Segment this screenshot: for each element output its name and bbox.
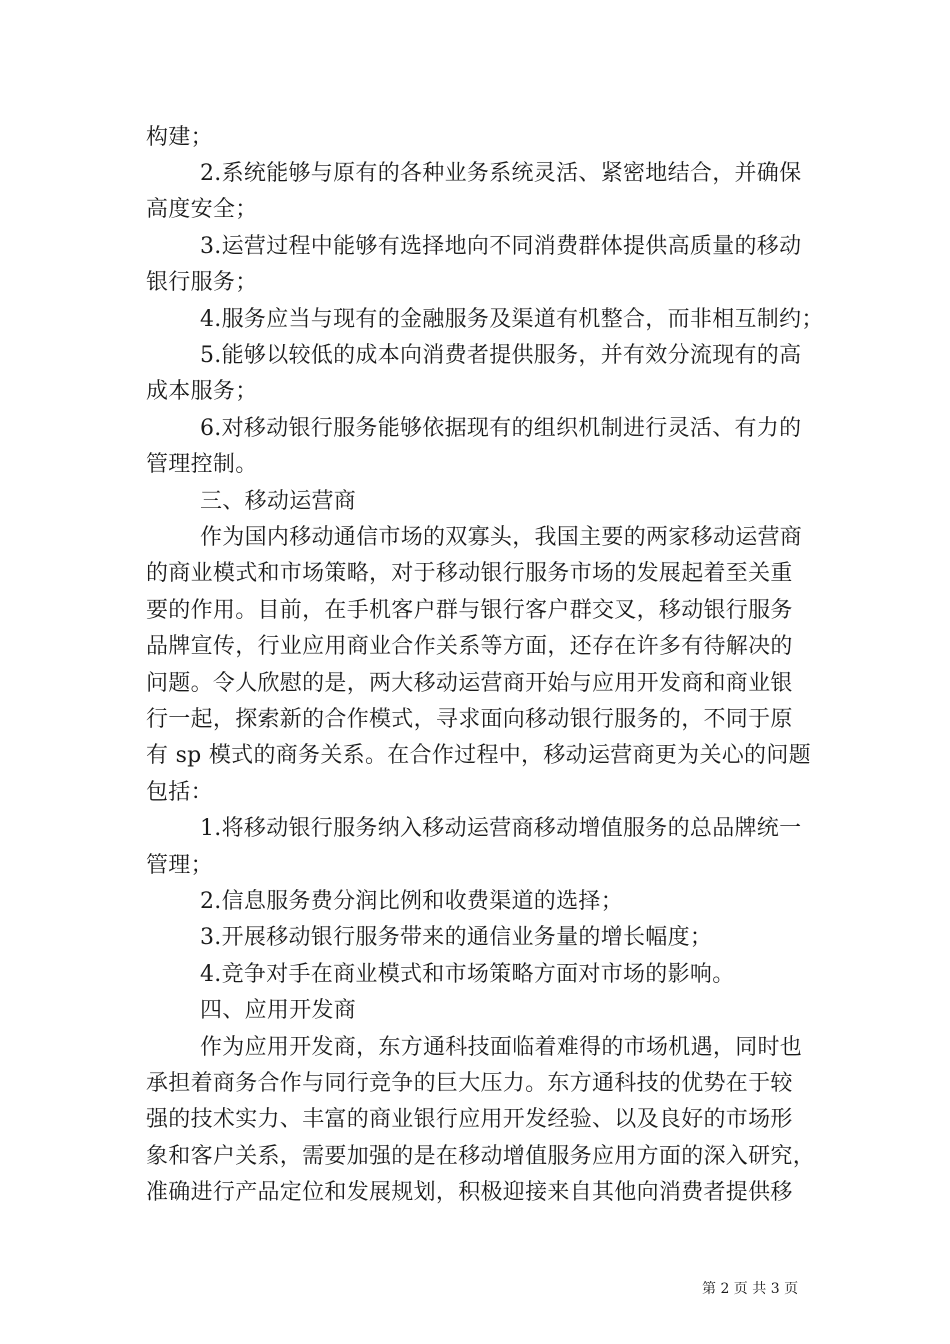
- paragraph-line: 3.开展移动银行服务带来的通信业务量的增长幅度；: [200, 925, 713, 950]
- paragraph-line: 承担着商务合作与同行竞争的巨大压力。东方通科技的优势在于较: [146, 1071, 793, 1096]
- section-heading: 四、应用开发商: [200, 998, 357, 1023]
- paragraph-line: 管理；: [146, 853, 213, 878]
- paragraph-line: 强的技术实力、丰富的商业银行应用开发经验、以及良好的市场形: [146, 1107, 793, 1132]
- paragraph-line: 管理控制。: [146, 452, 258, 477]
- paragraph-line: 作为国内移动通信市场的双寡头，我国主要的两家移动运营商: [200, 525, 803, 550]
- paragraph-line: 2.系统能够与原有的各种业务系统灵活、紧密地结合，并确保: [200, 161, 802, 186]
- paragraph-line: 2.信息服务费分润比例和收费渠道的选择；: [200, 889, 623, 914]
- section-heading: 三、移动运营商: [200, 489, 357, 514]
- paragraph-line: 银行服务；: [146, 270, 258, 295]
- paragraph-line: 行一起，探索新的合作模式，寻求面向移动银行服务的，不同于原: [146, 707, 793, 732]
- paragraph-line: 5.能够以较低的成本向消费者提供服务，并有效分流现有的高: [200, 343, 802, 368]
- paragraph-line: 问题。令人欣慰的是，两大移动运营商开始与应用开发商和商业银: [146, 671, 793, 696]
- paragraph-line: 构建；: [146, 125, 213, 150]
- paragraph-line: 有 sp 模式的商务关系。在合作过程中，移动运营商更为关心的问题: [146, 743, 811, 768]
- paragraph-line: 象和客户关系，需要加强的是在移动增值服务应用方面的深入研究，: [146, 1144, 816, 1169]
- paragraph-line: 准确进行产品定位和发展规划，积极迎接来自其他向消费者提供移: [146, 1180, 793, 1205]
- paragraph-line: 高度安全；: [146, 197, 258, 222]
- paragraph-line: 品牌宣传，行业应用商业合作关系等方面，还存在许多有待解决的: [146, 634, 793, 659]
- paragraph-line: 1.将移动银行服务纳入移动运营商移动增值服务的总品牌统一: [200, 816, 802, 841]
- paragraph-line: 包括：: [146, 780, 213, 805]
- paragraph-line: 成本服务；: [146, 379, 258, 404]
- paragraph-line: 6.对移动银行服务能够依据现有的组织机制进行灵活、有力的: [200, 416, 802, 441]
- paragraph-line: 要的作用。目前，在手机客户群与银行客户群交叉，移动银行服务: [146, 598, 793, 623]
- paragraph-line: 作为应用开发商，东方通科技面临着难得的市场机遇，同时也: [200, 1035, 803, 1060]
- paragraph-line: 4.服务应当与现有的金融服务及渠道有机整合，而非相互制约；: [200, 307, 824, 332]
- paragraph-line: 4.竞争对手在商业模式和市场策略方面对市场的影响。: [200, 962, 735, 987]
- page-number-footer: 第 2 页 共 3 页: [702, 1281, 799, 1297]
- paragraph-line: 3.运营过程中能够有选择地向不同消费群体提供高质量的移动: [200, 234, 802, 259]
- paragraph-line: 的商业模式和市场策略，对于移动银行服务市场的发展起着至关重: [146, 561, 793, 586]
